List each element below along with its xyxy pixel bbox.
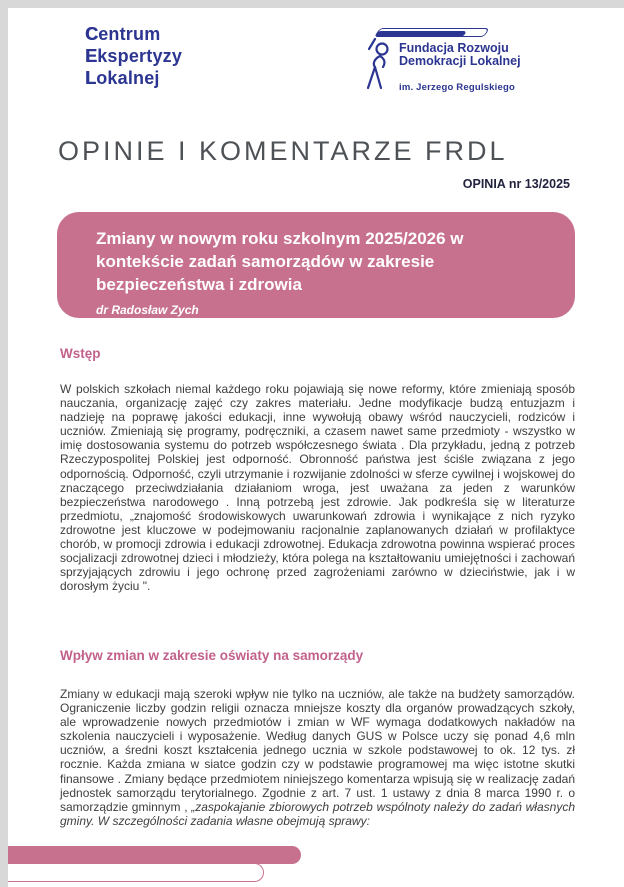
cel-logo-word: entrum	[98, 24, 161, 44]
frdl-logo-tagline: im. Jerzego Regulskiego	[399, 82, 515, 93]
series-title: OPINIE I KOMENTARZE FRDL	[58, 136, 508, 166]
paragraph-quote-italic: „zaspokajanie zbiorowych potrzeb wspólnoty należy do zadań własnych gminy. W szczególności zadania własne obejmują sprawy:	[60, 799, 575, 828]
article-author: dr Radosław Zych	[96, 303, 199, 317]
cel-logo-line	[85, 45, 182, 67]
frdl-person-icon	[363, 36, 399, 94]
document-page	[8, 8, 624, 887]
cel-logo-word: okalnej	[96, 68, 160, 88]
paragraph-wstep: W polskich szkołach niemal każdego roku pojawiają się nowe reformy, które zmieniają sposób nauczania, organizację zajęć czy zakres materiału. Jedne modyfikacje budzą entuzjazm i nadzieję na poprawę jakości edukacji, inne wywołują obawy wśród nauczycieli, rodziców i uczniów. Zmieniają się programy, podręczniki, a czasem nawet same przedmioty - wszystko w imię dostosowania systemu do potrzeb współczesnego świata . Dla przykładu, jedną z potrzeb Rzeczypospolitej Polskiej jest odporność. Obronność państwa jest ściśle związana z jego odpornością. Odporność, czyli utrzymanie i rozwijanie zdolności w sferze cywilnej i wojskowej do znaczącego przeciwdziałania działaniom wroga, jest uważana za jeden z warunków bezpieczeństwa narodowego . Inną potrzebą jest zdrowie. Jak podkreśla się w literaturze przedmiotu, „znajomość środowiskowych uwarunkowań zdrowia i wynikające z nich ryzyko zdrowotne jest kluczowe w podejmowaniu racjonalnie zaplanowanych działań w profilaktyce chorób, w promocji zdrowia i edukacji zdrowotnej. Edukacja zdrowotna powinna wspierać proces socjalizacji zdrowotnej dzieci i młodzieży, która polega na kształtowaniu umiejętności i zachowań sprzyjających zdrowiu i jego ochronę przed zagrożeniami zarówno w dzieciństwie, jak i w dorosłym życiu ".	[60, 382, 575, 594]
paragraph-text: Zmiany w edukacji mają szeroki wpływ nie tylko na uczniów, ale także na budżety samorządów. Ograniczenie liczby godzin religii oznacza mniejsze koszty dla organów prowadzących szkoły, ale wprowadzenie nowych przedmiotów i zmian w WF wymaga dodatkowych nakładów na szkolenia nauczycieli i wyposażenie. Według danych GUS w Polsce uczy się ponad 4,6 mln uczniów, a średni koszt kształcenia jednego ucznia w szkole podstawowej to ok. 12 tys. zł rocznie. Każda zmiana w siatce godzin czy w podstawie programowej ma więc istotne skutki finansowe . Zmiany będące przedmiotem niniejszego komentarza wpisują się w realizację zadań jednostek samorządu terytorialnego. Zgodnie z art. 7 ust. 1 ustawy z dnia 8 marca 1990 r. o samorządzie gminnym ,	[60, 687, 575, 814]
footer-rose-bar-decoration	[8, 846, 301, 864]
frdl-logo-name-line1: Fundacja Rozwoju	[399, 41, 509, 55]
frdl-logo-name-line2: Demokracji Lokalnej	[399, 54, 521, 68]
section-heading-wplyw-zmian: Wpływ zmian w zakresie oświaty na samorządy	[60, 648, 364, 663]
cel-logo-initial: C	[85, 24, 99, 44]
cel-logo-word: kspertyzy	[97, 46, 183, 66]
section-heading-wstep: Wstęp	[60, 346, 101, 361]
frdl-logo-name	[399, 42, 521, 68]
cel-logo-initial: L	[85, 68, 97, 88]
issue-number-label: OPINIA nr 13/2025	[462, 177, 570, 191]
frdl-logo	[363, 24, 593, 114]
article-title-banner	[57, 212, 575, 318]
cel-logo-line	[85, 23, 182, 45]
article-title: Zmiany w nowym roku szkolnym 2025/2026 w kontekście zadań samorządów w zakresie bezpieczeństwa i zdrowia	[96, 229, 464, 294]
footer-outline-pill-decoration	[8, 863, 264, 882]
cel-logo	[85, 23, 182, 89]
cel-logo-initial: E	[85, 46, 98, 66]
cel-logo-line	[85, 67, 182, 89]
paragraph-wplyw-zmian	[60, 687, 575, 828]
